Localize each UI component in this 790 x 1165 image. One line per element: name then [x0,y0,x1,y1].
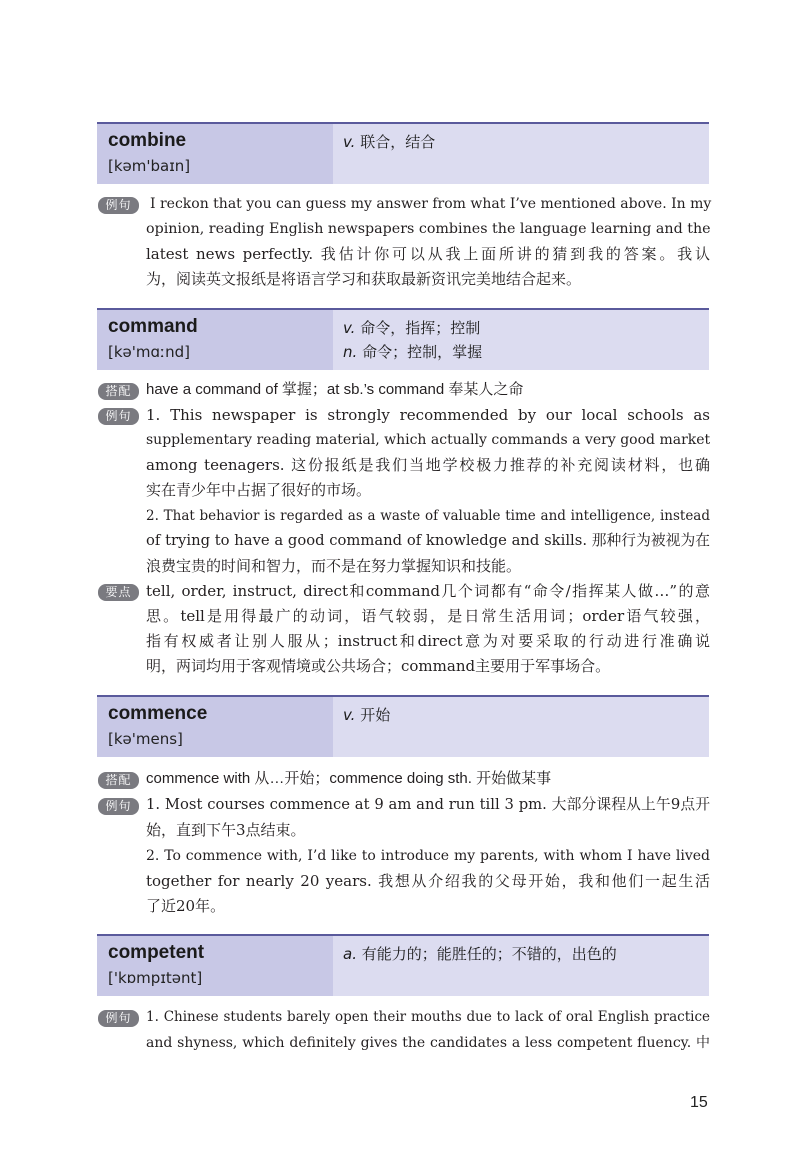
example-line: 1. Chinese students barely open their mouths due to lack of oral English practice [146,1009,710,1025]
example-tag: 例句 [98,1010,139,1027]
headword: commence [108,703,208,724]
definitions [343,130,703,154]
headword: combine [108,130,187,151]
example-line: 1. Most courses commence at 9 am and run till 3 pm. 大部分课程从上午9点开 [146,796,710,813]
entry-headword-panel [97,936,333,996]
example-tag: 例句 [98,197,139,214]
entry-header-competent [97,934,709,996]
example-line: latest news perfectly. 我估计你可以从我上面所讲的猜到我的答案。我认 [146,245,710,263]
collocation-tag: 搭配 [98,383,139,400]
definitions [343,316,703,364]
definitions [343,942,703,966]
collocation-tag: 搭配 [98,772,139,789]
example-line: 始，直到下午3点结束。 [146,821,306,839]
definition: a. 有能力的；能胜任的；不错的，出色的 [343,945,617,963]
phonetic: [kə'mens] [108,730,183,748]
key-point-line: 明，两词均用于客观情境或公共场合；command主要用于军事场合。 [146,657,611,675]
example-line: 为，阅读英文报纸是将语言学习和获取最新资讯完美地结合起来。 [146,270,582,288]
example-line: together for nearly 20 years. 我想从介绍我的父母开始，我和他们一起生活 [146,872,710,890]
example-line: I reckon that you can guess my answer from what I’ve mentioned above. In my [150,196,712,212]
definition: v. 开始 [343,706,391,724]
example-tag: 例句 [98,798,139,815]
example-line: 1. This newspaper is strongly recommended by our local schools as [146,406,710,424]
entry-header-command [97,308,709,370]
definitions [343,703,703,727]
entry-headword-panel [97,124,333,184]
example-line: of trying to have a good command of knowledge and skills. 那种行为被视为在 [146,532,710,549]
page-number: 15 [690,1094,708,1111]
example-line: 2. That behavior is regarded as a waste of valuable time and intelligence, instead [146,508,710,524]
definition: n. 命令；控制，掌握 [343,343,483,361]
example-line: 浪费宝贵的时间和智力，而不是在努力掌握知识和技能。 [146,557,522,575]
entry-headword-panel [97,310,333,370]
headword: command [108,316,198,337]
definition: v. 命令，指挥；控制 [343,319,481,337]
headword: competent [108,942,205,963]
example-line: 实在青少年中占据了很好的市场。 [146,481,372,499]
entry-header-combine [97,122,709,184]
example-line: opinion, reading English newspapers combines the language learning and the [146,221,711,237]
example-line: and shyness, which definitely gives the candidates a less competent fluency. 中 [146,1035,710,1051]
collocation-line: have a command of 掌握；at sb.’s command 奉某人之命 [146,381,524,398]
example-line: 了近20年。 [146,897,226,915]
example-tag: 例句 [98,408,139,425]
example-line: supplementary reading material, which actually commands a very good market [146,432,711,448]
key-point-line: 指有权威者让别人服从；instruct和direct意为对要采取的行动进行准确说 [146,632,710,650]
entry-header-commence [97,695,709,757]
entry-headword-panel [97,697,333,757]
definition: v. 联合，结合 [343,133,436,151]
key-point-line: tell, order, instruct, direct和command几个词都有“命令/指挥某人做…”的意 [146,582,710,600]
key-point-line: 思。tell是用得最广的动词，语气较弱，是日常生活用词；order语气较强， [146,607,710,625]
example-line: 2. To commence with, I’d like to introduce my parents, with whom I have lived [146,848,710,864]
phonetic: [kəm'baɪn] [108,157,191,175]
phonetic: [kə'mɑːnd] [108,343,190,361]
phonetic: ['kɒmpɪtənt] [108,969,203,987]
collocation-line: commence with 从…开始；commence doing sth. 开始做某事 [146,770,552,787]
key-point-tag: 要点 [98,584,139,601]
example-line: among teenagers. 这份报纸是我们当地学校极力推荐的补充阅读材料，也确 [146,456,710,474]
